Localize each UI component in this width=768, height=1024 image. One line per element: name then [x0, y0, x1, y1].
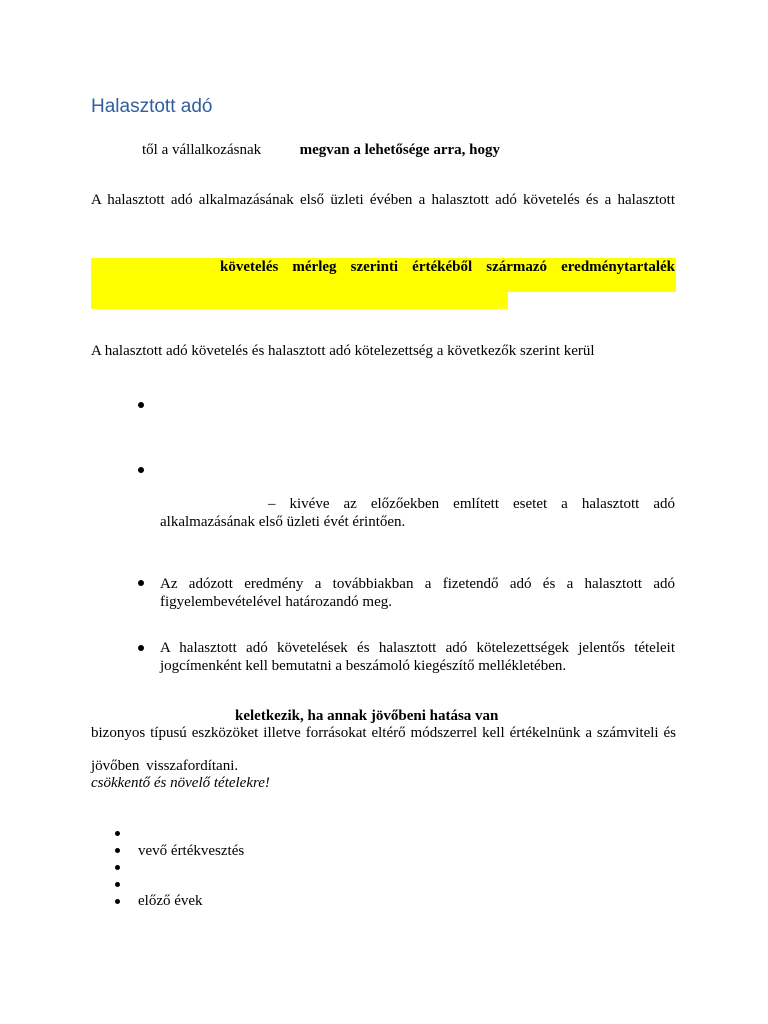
bullet-1 — [138, 402, 144, 408]
bullet2-line1: – kivéve az előzőekben említett esetet a halasztott adó — [268, 496, 675, 512]
bullet3-line2: figyelembevételével határozandó meg. — [160, 594, 392, 610]
para4: A halasztott adó követelés és halasztott adó kötelezettség a következők szerint kerül — [91, 343, 595, 359]
para1 — [142, 142, 500, 159]
bullet-2 — [138, 467, 144, 473]
bullet4-line2: jogcímenként kell bemutatni a beszámoló kiegészítő mellékletében. — [160, 658, 567, 674]
para5-bold: keletkezik, ha annak jövőbeni hatása van — [235, 708, 499, 724]
para1-bold: megvan a lehetősége arra, hogy — [299, 142, 500, 158]
list-bullet-2 — [115, 848, 120, 853]
list-bullet-5 — [115, 899, 120, 904]
para8-italic: csökkentő és növelő tételekre! — [91, 775, 270, 791]
bullet2-line2: alkalmazásának első üzleti évét érintően. — [160, 514, 406, 530]
para6: bizonyos típusú eszközöket illetve forrásokat eltérő módszerrel kell értékelnünk a számviteli és — [91, 725, 676, 741]
bullet3-line1: Az adózott eredmény a továbbiakban a fizetendő adó és a halasztott adó — [160, 576, 675, 592]
list-item-2: vevő értékvesztés — [138, 843, 245, 859]
para7: jövőben visszafordítani. — [91, 758, 239, 774]
para1-plain: től a vállalkozásnak — [142, 142, 262, 158]
highlight-line2 — [91, 292, 508, 309]
para3-highlight-text: követelés mérleg szerinti értékéből származó eredménytartalék — [220, 259, 675, 275]
bullet-4 — [138, 645, 144, 651]
list-bullet-4 — [115, 882, 120, 887]
list-bullet-3 — [115, 865, 120, 870]
bullet-3 — [138, 580, 144, 586]
list-bullet-1 — [115, 831, 120, 836]
page-heading: Halasztott adó — [91, 96, 213, 117]
list-item-5: előző évek — [138, 893, 203, 909]
bullet4-line1: A halasztott adó követelések és halasztott adó kötelezettségek jelentős tételeit — [160, 640, 675, 656]
para2: A halasztott adó alkalmazásának első üzleti évében a halasztott adó követelés és a halasztott — [91, 192, 675, 208]
